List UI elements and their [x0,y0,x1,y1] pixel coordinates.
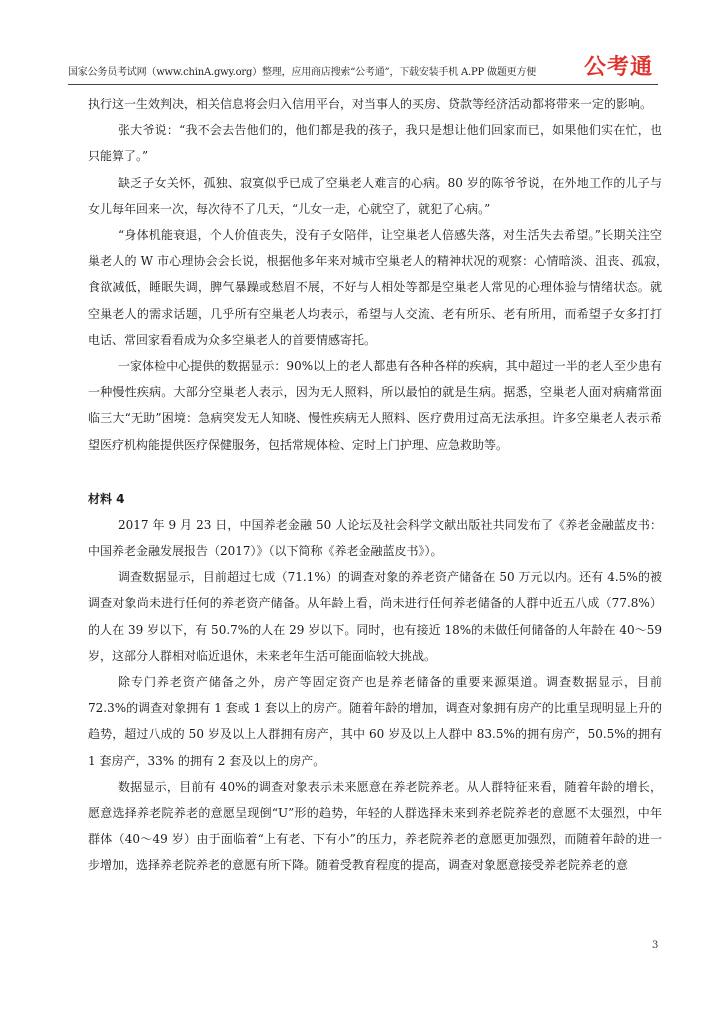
header-divider [68,84,658,85]
paragraph: 调查数据显示，目前超过七成（71.1%）的调查对象的养老资产储备在 50 万元以内。还有 4.5%的被调查对象尚未进行任何的养老资产储备。从年龄上看，尚未进行任何养老储备的人群中近五八成（77.8%）的人在 39 岁以下，有 50.7%的人在 29 岁以下。同时，也有接近 18%的未做任何储备的人年龄在 40～59 岁，这部分人群相对临近退休，未来老年生活可能面临较大挑战。 [88,570,662,663]
paragraph: 数据显示，目前有 40%的调查对象表示未来愿意在养老院养老。从人群特征来看，随着年龄的增长，愿意选择养老院养老的意愿呈现倒“U”形的趋势，年轻的人群选择未来到养老院养老的意愿不太强烈，中年群体（40～49 岁）由于面临着“上有老、下有小”的压力，养老院养老的意愿更加强烈，而随着年龄的进一步增加，选择养老院养老的意愿有所下降。随着受教育程度的提高，调查对象愿意接受养老院养老的意 [88,779,662,873]
paragraph: 2017 年 9 月 23 日，中国养老金融 50 人论坛及社会科学文献出版社共同发布了《养老金融蓝皮书：中国养老金融发展报告（2017）》（以下简称《养老金融蓝皮书》）。 [88,517,662,559]
document-body [88,91,675,879]
page-number: 3 [652,940,659,951]
paragraph: 张大爷说：“我不会去告他们的，他们都是我的孩子，我只是想让他们回家而已，如果他们实在忙，也只能算了。” [88,123,662,164]
brand-logo [584,50,674,78]
paragraph: 除专门养老资产储备之外，房产等固定资产也是养老储备的重要来源渠道。调查数据显示，目前 72.3%的调查对象拥有 1 套或 1 套以上的房产。随着年龄的增加，调查对象拥有房产的比重呈现明显上升的趋势，超过八成的 50 岁及以上人群拥有房产，其中 60 岁及以上人群中 83.5%的拥有房产，50.5%的拥有 1 套房产，33% 的拥有 2 套及以上的房产。 [88,675,662,768]
section-heading: 材料 4 [88,491,125,506]
paragraph: “身体机能衰退，个人价值丧失，没有子女陪伴，让空巢老人倍感失落，对生活失去希望。”长期关注空巢老人的 W 市心理协会会长说，根据他多年来对城市空巢老人的精神状况的观察：心情暗淡、沮丧、孤寂， 食欲减低，睡眠失调，脾气暴躁或愁眉不展，不好与人相处等都是空巢老人常见的心理体验与情绪状态。就空巢老人的需求话题，几乎所有空巢老人均表示，希望与人交流、老有所乐、老有所用，而希望子女多打打电话、常回家看看成为众多空巢老人的首要情感寄托。 [88,228,675,347]
header-source-text: 国家公务员考试网（www.chinA.gwy.org）整理，应用商店搜索“公考通”，下载安装手机 A.PP 做题更方便 [68,67,537,78]
paragraph: 执行这一生效判决，相关信息将会归入信用平台，对当事人的买房、贷款等经济活动都将带来一定的影响。 [88,97,653,111]
page-header [68,50,668,84]
paragraph: 缺乏子女关怀，孤独、寂寞似乎已成了空巢老人难言的心病。80 岁的陈爷爷说，在外地工作的儿子与女儿每年回来一次，每次待不了几天，“儿女一走，心就空了，就犯了心病。” [88,175,662,216]
section-spacer [88,458,662,484]
paragraph: 一家体检中心提供的数据显示：90%以上的老人都患有各种各样的疾病，其中超过一半的老人至少患有一种慢性疾病。大部分空巢老人表示，因为无人照料，所以最怕的就是生病。据悉，空巢老人面对病痛常面临三大“无助”困境：急病突发无人知晓、慢性疾病无人照料、医疗费用过高无法承担。许多空巢老人表示希望医疗机构能提供医疗保健服务，包括常规体检、定时上门护理、应急救助等。 [88,359,662,452]
brand-name: 公考通 [584,55,654,80]
